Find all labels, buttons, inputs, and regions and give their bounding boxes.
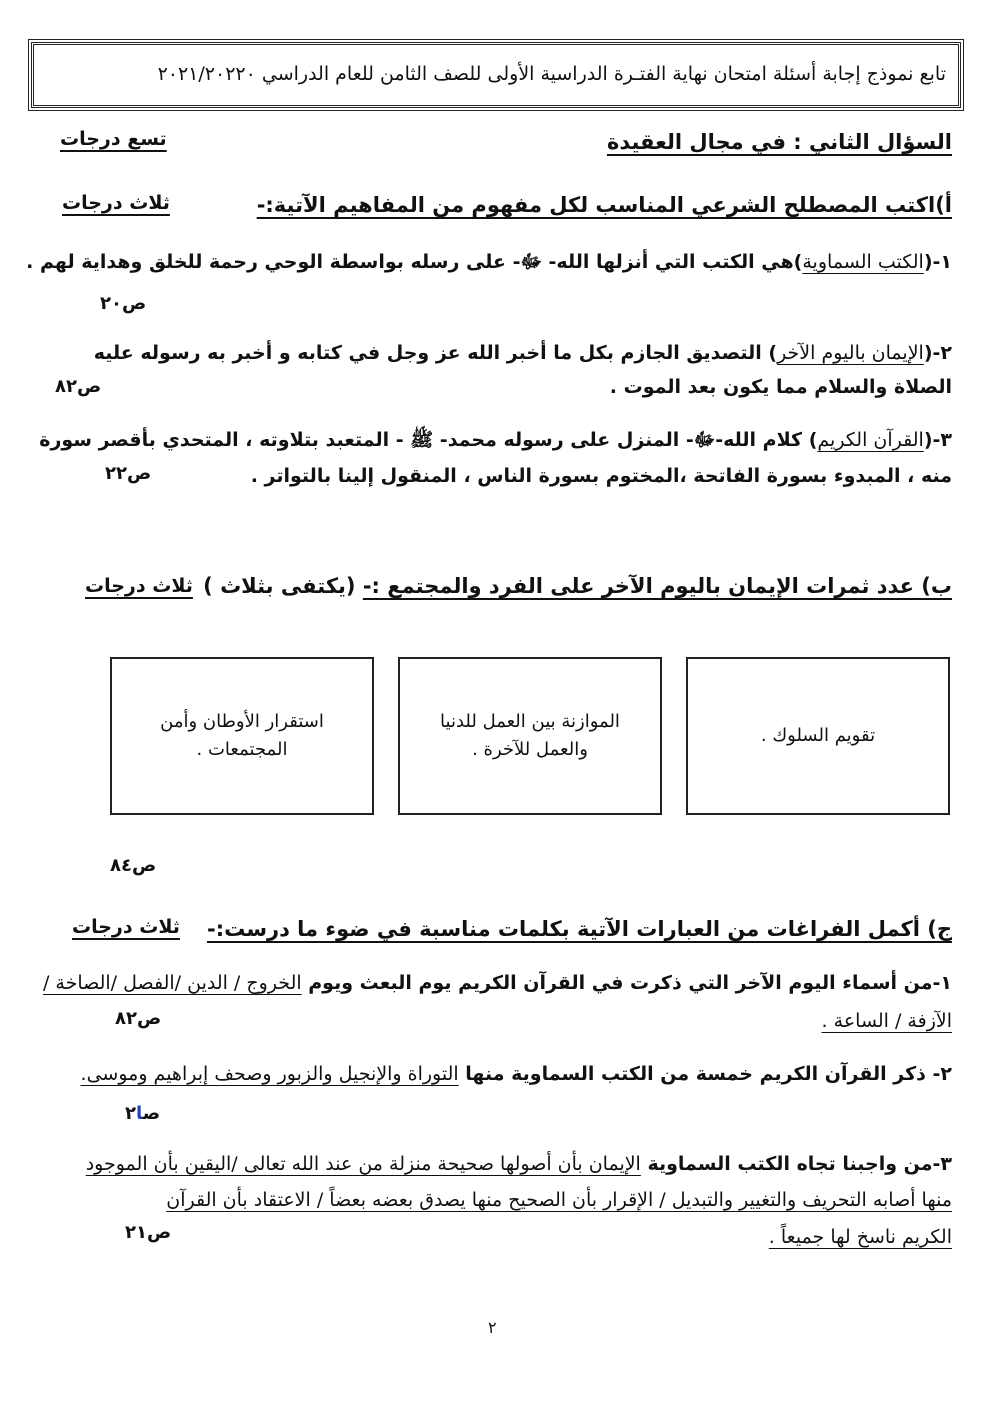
page-ref: ص٢١: [125, 1222, 172, 1243]
part-c-item-3: [86, 1153, 952, 1175]
answer-box-1: تقويم السلوك .: [686, 657, 950, 815]
item-term: الإيمان باليوم الآخر: [777, 342, 924, 364]
page-ref: ص٢٢: [105, 463, 152, 484]
item-answer: الكريم ناسخ لها جميعاً .: [768, 1226, 952, 1248]
item-question: ١-من أسماء اليوم الآخر التي ذكرت في القرآن الكريم يوم البعث ويوم: [301, 972, 952, 994]
item-definition: ) التصديق الجازم بكل ما أخبر الله عز وجل في كتابه و أخبر به رسوله عليه: [93, 342, 778, 364]
part-a-title: أ)اكتب المصطلح الشرعي المناسب لكل مفهوم من المفاهيم الآتية:-: [256, 193, 952, 217]
part-a-item-2: [94, 342, 952, 364]
page-number: ٢: [125, 1103, 136, 1124]
item-answer: الإيمان بأن أصولها صحيحة منزلة من عند الله تعالى /اليقين بأن الموجود: [85, 1153, 641, 1175]
part-b-marks: ثلاث درجات: [85, 575, 193, 597]
question-marks: تسع درجات: [60, 128, 167, 150]
part-c-item-2: [81, 1063, 952, 1085]
question-title: السؤال الثاني : في مجال العقيدة: [606, 130, 952, 154]
item-number: ١-(: [923, 251, 952, 273]
part-b-title: [203, 574, 952, 598]
page-ref: [125, 1103, 160, 1124]
page-ref: ص٨٤: [110, 855, 157, 876]
page-prefix: ص: [142, 1103, 161, 1124]
item-term: الكتب السماوية: [802, 251, 924, 273]
item-answer: منها أصابه التحريف والتغيير والتبديل / الإقرار بأن الصحيح منها يصدق بعضه بعضاً / الاعتقاد بأن القرآن: [166, 1189, 952, 1211]
part-c-item-3-cont2: [769, 1226, 952, 1248]
document-header-box: [31, 42, 961, 108]
part-b-title-text: ب) عدد ثمرات الإيمان باليوم الآخر على الفرد والمجتمع :-: [362, 574, 952, 598]
item-answer: الآزفة / الساعة .: [821, 1010, 952, 1032]
document-header-title: تابع نموذج إجابة أسئلة امتحان نهاية الفتـرة الدراسية الأولى للصف الثامن للعام الدراسي ٢٠٢١/٢٠٢٢٠: [157, 63, 946, 85]
item-definition: )هي الكتب التي أنزلها الله- ﷻ- على رسله بواسطة الوحي رحمة للخلق وهداية لهم .: [26, 251, 803, 273]
page-ref: ص٨٢: [115, 1008, 162, 1029]
part-c-item-1-cont: [822, 1010, 952, 1032]
item-number: ٣-(: [923, 429, 952, 451]
part-b-note: (يكتفى بثلاث ): [203, 574, 356, 598]
item-question: ٣-من واجبنا تجاه الكتب السماوية: [640, 1153, 952, 1175]
part-c-title: ج) أكمل الفراغات من العبارات الآتية بكلمات مناسبة في ضوء ما درست:-: [207, 917, 952, 941]
item-definition: ) كلام الله-ﷻ- المنزل على رسوله محمد- ﷺ - المتعبد بتلاوته ، المتحدي بأقصر سورة: [39, 429, 818, 451]
answer-box-3: استقرار الأوطان وأمن المجتمعات .: [110, 657, 374, 815]
item-number: ٢-(: [923, 342, 952, 364]
page-ref: ص٢٠: [100, 293, 147, 314]
part-a-item-3: [39, 428, 952, 456]
part-c-item-1: [43, 972, 952, 994]
page-ref: ص٨٢: [55, 376, 102, 397]
part-a-item-2-cont: الصلاة والسلام مما يكون بعد الموت .: [609, 376, 952, 398]
item-answer: التوراة والإنجيل والزبور وصحف إبراهيم وموسى.: [80, 1063, 459, 1085]
page-number: ٢: [488, 1318, 497, 1337]
item-question: ٢- ذكر القرآن الكريم خمسة من الكتب السماوية منها: [458, 1063, 952, 1085]
item-term: القرآن الكريم: [817, 429, 924, 451]
part-a-item-3-cont: منه ، المبدوء بسورة الفاتحة ،المختوم بسورة الناس ، المنقول إلينا بالتواتر .: [250, 465, 952, 487]
blue-mark: ا: [136, 1103, 143, 1124]
part-a-item-1: [26, 250, 952, 278]
part-c-item-3-cont: [166, 1189, 952, 1211]
item-answer: الخروج / الدين /الفصل /الصاخة /: [42, 972, 302, 994]
part-c-marks: ثلاث درجات: [72, 916, 180, 938]
part-a-marks: ثلاث درجات: [62, 192, 170, 214]
answer-box-2: الموازنة بين العمل للدنيا والعمل للآخرة .: [398, 657, 662, 815]
